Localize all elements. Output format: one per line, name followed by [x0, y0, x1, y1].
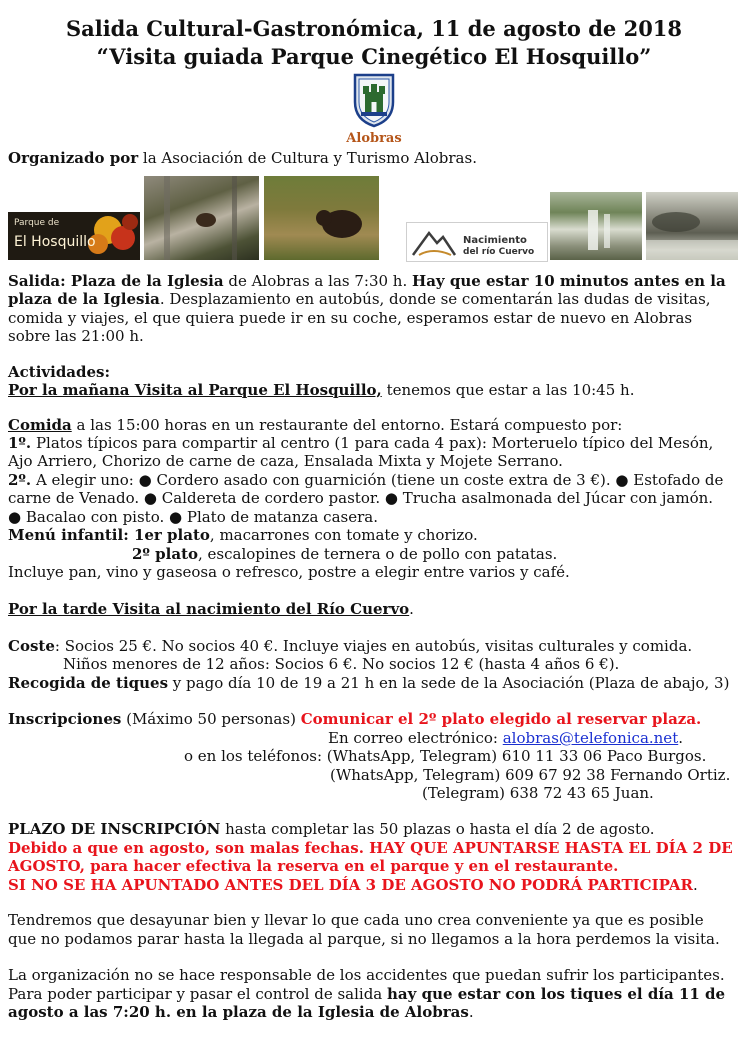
recogida-line: [8, 674, 729, 692]
forest-bear-photo: [144, 176, 259, 260]
tarde-line: [8, 600, 414, 618]
menu-infantil-label: Menú infantil: 1er plato: [8, 526, 210, 544]
salida-notice: Hay que estar 10 minutos antes en la: [412, 272, 726, 290]
email-label: En correo electrónico:: [328, 729, 503, 747]
inscripciones-label: Inscripciones: [8, 710, 122, 728]
river-rocks-photo: [646, 192, 738, 260]
desayuno-line-2: que no podamos parar hasta la llegada al parque, si no llegamos a la hora perdemos la visita.: [8, 930, 720, 948]
hosquillo-logo: [8, 212, 140, 260]
primer-plato-line-2: Ajo Arriero, Chorizo de carne de caza, Ensalada Mixta y Mojete Serrano.: [8, 452, 563, 470]
primer-plato-line-1: [8, 434, 713, 452]
comida-line: [8, 416, 622, 434]
waterfall-photo: [550, 192, 642, 260]
coste-label: Coste: [8, 637, 55, 655]
salida-desplazamiento: . Desplazamiento en autobús, donde se comentarán las dudas de visitas,: [159, 290, 711, 308]
salida-line-1: [8, 272, 726, 290]
comida-intro: a las 15:00 horas en un restaurante del entorno. Estará compuesto por:: [71, 416, 623, 434]
phone-line-3: (Telegram) 638 72 43 65 Juan.: [422, 784, 654, 802]
responsabilidad-line-1: La organización no se hace responsable de los accidentes que puedan sufrir los participantes.: [8, 966, 725, 984]
segundo-plato-line-1: [8, 471, 723, 489]
recogida-text: y pago día 10 de 19 a 21 h en la sede de la Asociación (Plaza de abajo, 3): [168, 674, 730, 692]
responsabilidad-line-3: [8, 1003, 474, 1021]
salida-line-4: sobre las 21:00 h.: [8, 327, 144, 345]
organizer-text: la Asociación de Cultura y Turismo Alobras.: [138, 149, 477, 167]
email-dot: .: [678, 729, 683, 747]
manana-text: tenemos que estar a las 10:45 h.: [381, 381, 635, 399]
inscripciones-red-note: Comunicar el 2º plato elegido al reservar plaza.: [300, 710, 702, 728]
hosquillo-logo-small: Parque de: [14, 218, 60, 228]
salida-line-2: [8, 290, 711, 308]
nacimiento-logo-line1: Nacimiento: [463, 235, 527, 246]
segundo-plato-label: 2º.: [8, 471, 32, 489]
menu-infantil-segundo: , escalopines de ternera o de pollo con patatas.: [198, 545, 558, 563]
salida-line-3: comida y viajes, el que quiera puede ir en su coche, esperamos estar de nuevo en Alobras: [8, 309, 693, 327]
coste-line-2: Niños menores de 12 años: Socios 6 €. No socios 12 € (hasta 4 años 6 €).: [63, 655, 620, 673]
plazo-deadline: SI NO SE HA APUNTADO ANTES DEL DÍA 3 DE AGOSTO NO PODRÁ PARTICIPAR: [8, 876, 693, 894]
tarde-label: Por la tarde Visita al nacimiento del Río Cuervo: [8, 600, 410, 618]
bear-photo: [264, 176, 379, 260]
primer-plato-text: Platos típicos para compartir al centro (1 para cada 4 pax): Morteruelo típico del Mesón,: [31, 434, 714, 452]
manana-line: [8, 381, 634, 399]
alobras-coat-of-arms-icon: [352, 72, 396, 128]
manana-label: Por la mañana Visita al Parque El Hosquillo,: [8, 381, 382, 399]
salida-plaza: plaza de la Iglesia: [8, 290, 160, 308]
plazo-text: hasta completar las 50 plazas o hasta el día 2 de agosto.: [220, 820, 655, 838]
plazo-label: PLAZO DE INSCRIPCIÓN: [8, 820, 221, 838]
phone-paco: (WhatsApp, Telegram) 610 11 33 06 Paco Burgos.: [326, 747, 707, 765]
village-name: Alobras: [346, 131, 402, 146]
phone-line-2: (WhatsApp, Telegram) 609 67 92 38 Fernando Ortiz.: [330, 766, 731, 784]
plazo-dot: .: [692, 876, 698, 894]
segundo-plato-line-2: carne de Venado. ● Caldereta de cordero pastor. ● Trucha asalmonada del Júcar con jamón.: [8, 489, 714, 507]
tiques-notice: hay que estar con los tiques el día 11 de: [387, 985, 726, 1003]
comida-label: Comida: [8, 416, 72, 434]
final-dot: .: [468, 1003, 474, 1021]
control-salida-text: Para poder participar y pasar el control de salida: [8, 985, 388, 1003]
title-line-1: Salida Cultural-Gastronómica, 11 de agosto de 2018: [65, 16, 683, 41]
organizer-label: Organizado por: [8, 149, 139, 167]
phones-label: o en los teléfonos:: [184, 747, 327, 765]
plazo-warning-3: [8, 876, 698, 894]
phone-line-1: [184, 747, 706, 765]
segundo-plato-text: A elegir uno: ● Cordero asado con guarnición (tiene un coste extra de 3 €). ● Estofado de: [31, 471, 724, 489]
salida-time: de Alobras a las 7:30 h.: [223, 272, 413, 290]
incluye-line: Incluye pan, vino y gaseosa o refresco, postre a elegir entre varios y café.: [8, 563, 570, 581]
coste-text: : Socios 25 €. No socios 40 €. Incluye viajes en autobús, visitas culturales y comida.: [54, 637, 693, 655]
hosquillo-logo-name: El Hosquillo: [14, 234, 96, 250]
email-line: [328, 729, 683, 747]
inscripciones-max: (Máximo 50 personas): [121, 710, 301, 728]
plazo-line: [8, 820, 655, 838]
tiques-time-place: agosto a las 7:20 h. en la plaza de la Iglesia de Alobras: [8, 1003, 469, 1021]
recogida-label: Recogida de tiques: [8, 674, 169, 692]
waterfall-photo-detail: [550, 192, 642, 260]
organizer-line: [8, 149, 477, 167]
inscripciones-line: [8, 710, 701, 728]
bear-photo-detail: [264, 176, 379, 260]
nacimiento-rio-cuervo-logo: [406, 222, 548, 262]
segundo-plato-line-3: ● Bacalao con pisto. ● Plato de matanza casera.: [8, 508, 378, 526]
menu-infantil-line-2: [132, 545, 557, 563]
plazo-warning-1: Debido a que en agosto, son malas fechas. HAY QUE APUNTARSE HASTA EL DÍA 2 DE: [8, 839, 733, 857]
menu-infantil-line-1: [8, 526, 478, 544]
forest-bear-photo-detail: [144, 176, 259, 260]
nacimiento-logo-line2: del río Cuervo: [463, 247, 535, 257]
actividades-heading: Actividades:: [8, 363, 111, 381]
primer-plato-label: 1º.: [8, 434, 32, 452]
menu-infantil-primero: , macarrones con tomate y chorizo.: [209, 526, 478, 544]
salida-label: Salida: Plaza de la Iglesia: [8, 272, 224, 290]
responsabilidad-line-2: [8, 985, 725, 1003]
menu-infantil-segundo-label: 2º plato: [132, 545, 198, 563]
mountain-logo-icon: [411, 225, 457, 259]
tarde-dot: .: [409, 600, 414, 618]
email-link[interactable]: alobras@telefonica.net: [502, 729, 679, 747]
desayuno-line-1: Tendremos que desayunar bien y llevar lo que cada uno crea conveniente ya que es posible: [8, 911, 704, 929]
river-rocks-photo-detail: [646, 192, 738, 260]
title-line-2: “Visita guiada Parque Cinegético El Hosquillo”: [96, 44, 652, 69]
coste-line-1: [8, 637, 692, 655]
plazo-warning-2: AGOSTO, para hacer efectiva la reserva en el parque y en el restaurante.: [8, 857, 619, 875]
